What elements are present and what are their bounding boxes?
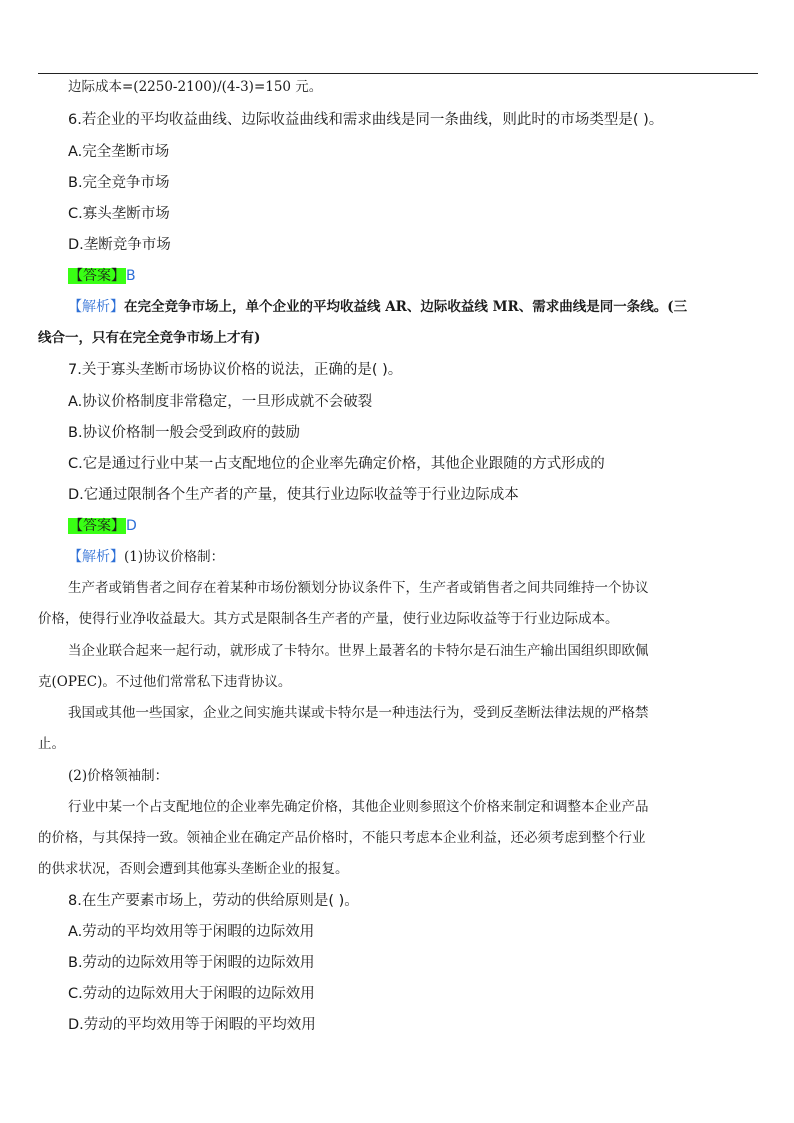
analysis-text: 在完全竞争市场上，单个企业的平均收益线 AR、边际收益线 MR、需求曲线是同一条线。(三 — [124, 299, 688, 315]
answer-tag: 【答案】 — [69, 268, 125, 284]
q6-option-c: C.寡头垄断市场 — [68, 206, 170, 222]
analysis-paragraph-2a: 当企业联合起来一起行动，就形成了卡特尔。世界上最著名的卡特尔是石油生产输出国组织即欧佩 — [68, 643, 649, 659]
analysis-paragraph-2b: 克(OPEC)。不过他们常常私下违背协议。 — [38, 674, 292, 690]
q7-option-d: D.它通过限制各个生产者的产量，使其行业边际收益等于行业边际成本 — [68, 487, 519, 503]
q8-stem: 8.在生产要素市场上，劳动的供给原则是( )。 — [68, 893, 359, 909]
q6-option-b: B.完全竞争市场 — [68, 175, 170, 191]
analysis-paragraph-1b: 价格，使得行业净收益最大。其方式是限制各生产者的产量，使行业边际收益等于行业边际成本。 — [38, 611, 619, 627]
q8-option-a: A.劳动的平均效用等于闲暇的边际效用 — [68, 924, 315, 940]
q6-stem: 6.若企业的平均收益曲线、边际收益曲线和需求曲线是同一条曲线，则此时的市场类型是( )。 — [68, 112, 664, 128]
q6-analysis-line-1 — [68, 297, 687, 317]
q6-option-a: A.完全垄断市场 — [68, 144, 170, 160]
header-rule — [38, 73, 758, 74]
analysis-tag: 【解析】 — [68, 549, 124, 565]
calc-line: 边际成本=(2250-2100)/(4-3)=150 元。 — [68, 79, 323, 95]
analysis-paragraph-1a: 生产者或销售者之间存在着某种市场份额划分协议条件下，生产者或销售者之间共同维持一个协议 — [68, 580, 649, 596]
analysis-heading-2: (2)价格领袖制： — [68, 768, 169, 784]
q7-option-c: C.它是通过行业中某一占支配地位的企业率先确定价格，其他企业跟随的方式形成的 — [68, 456, 605, 472]
q8-option-d: D.劳动的平均效用等于闲暇的平均效用 — [68, 1017, 316, 1033]
analysis-paragraph-3b: 止。 — [38, 736, 65, 752]
q6-option-d: D.垄断竞争市场 — [68, 237, 171, 253]
q7-option-b: B.协议价格制一般会受到政府的鼓励 — [68, 425, 301, 441]
analysis-paragraph-4c: 的供求状况，否则会遭到其他寡头垄断企业的报复。 — [38, 861, 349, 877]
analysis-heading: (1)协议价格制： — [124, 549, 225, 565]
q8-option-c: C.劳动的边际效用大于闲暇的边际效用 — [68, 986, 315, 1002]
analysis-paragraph-3a: 我国或其他一些国家，企业之间实施共谋或卡特尔是一种违法行为，受到反垄断法律法规的严格禁 — [68, 705, 649, 721]
answer-letter: B — [126, 268, 136, 284]
analysis-paragraph-4a: 行业中某一个占支配地位的企业率先确定价格，其他企业则参照这个价格来制定和调整本企业产品 — [68, 799, 649, 815]
answer-letter: D — [126, 518, 137, 534]
q7-option-a: A.协议价格制度非常稳定，一旦形成就不会破裂 — [68, 394, 373, 410]
q8-option-b: B.劳动的边际效用等于闲暇的边际效用 — [68, 955, 315, 971]
q7-answer — [68, 516, 137, 536]
answer-tag: 【答案】 — [69, 518, 125, 534]
q7-stem: 7.关于寡头垄断市场协议价格的说法，正确的是( )。 — [68, 362, 403, 378]
analysis-paragraph-4b: 的价格，与其保持一致。领袖企业在确定产品价格时，不能只考虑本企业利益，还必须考虑到整个行业 — [38, 830, 646, 846]
q6-analysis-line-2: 线合一，只有在完全竞争市场上才有) — [38, 330, 261, 346]
q6-answer — [68, 266, 136, 286]
q7-analysis-head — [68, 547, 224, 567]
analysis-tag: 【解析】 — [68, 299, 124, 315]
